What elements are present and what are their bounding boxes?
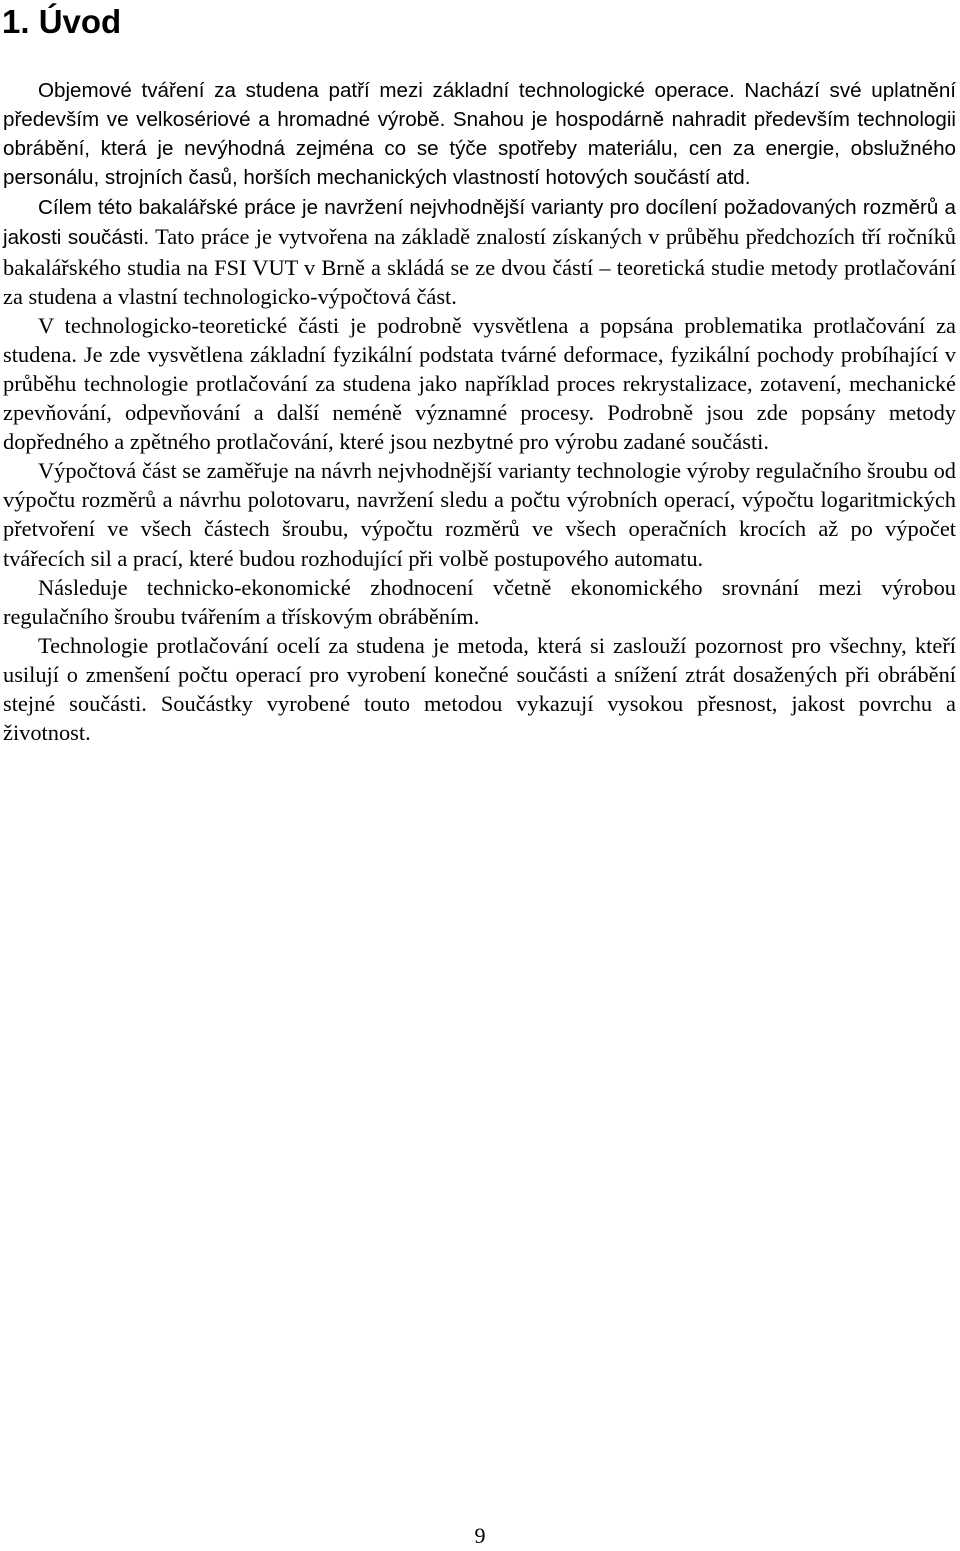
chapter-body	[3, 76, 956, 747]
paragraph-intro: Objemové tváření za studena patří mezi základní technologické operace. Nachází své uplatnění především ve velkosériové a hromadné výrobě. Snahou je hospodárně nahradit především technologii obrábění, která je nevýhodná zejména co se týče spotřeby materiálu, cen za energie, obslužného personálu, strojních časů, horších mechanických vlastností hotových součástí atd.	[3, 79, 956, 190]
paragraph-goal-rest: Tato práce je vytvořena na základě znalostí získaných v průběhu předchozích tří ročníků bakalářského studia na FSI VUT v Brně a skládá se ze dvou částí – teoretická studie metody protlačování za studena a vlastní technologicko-výpočtová část.	[3, 224, 956, 309]
page-number: 9	[474, 1523, 486, 1548]
paragraph-economics: Následuje technicko-ekonomické zhodnocení včetně ekonomického srovnání mezi výrobou regulačního šroubu tvářením a třískovým obráběním.	[3, 574, 956, 629]
paragraph-goal-lead: Cílem této bakalářské práce je navržení nejvhodnější varianty pro docílení požadovaných rozměrů a jakosti součásti.	[3, 196, 956, 250]
paragraph-calculation: Výpočtová část se zaměřuje na návrh nejvhodnější varianty technologie výroby regulačního šroubu od výpočtu rozměrů a návrhu polotovaru, navržení sledu a počtu výrobních operací, výpočtu logaritmických přetvoření ve všech částech šroubu, výpočtu rozměrů ve všech operačních krocích až po výpočet tvářecích sil a prací, které budou rozhodující při volbě postupového automatu.	[3, 458, 956, 571]
paragraph-conclusion: Technologie protlačování ocelí za studena je metoda, která si zaslouží pozornost pro všechny, kteří usilují o zmenšení počtu operací pro vyrobení konečné součásti a snížení ztrát dosažených při obrábění stejné součásti. Součástky vyrobené touto metodou vykazují vysokou přesnost, jakost povrchu a životnost.	[3, 632, 956, 746]
chapter-heading: 1. Úvod	[2, 3, 122, 40]
paragraph-goal	[3, 192, 956, 310]
paragraph-theory: V technologicko-teoretické části je podrobně vysvětlena a popsána problematika protlačování za studena. Je zde vysvětlena základní fyzikální podstata tvárné deformace, fyzikální pochody probíhající v průběhu technologie protlačování za studena jako například proces rekrystalizace, zotavení, mechanické zpevňování, odpevňování a další neméně významné procesy. Podrobně jsou zde popsány metody dopředného a zpětného protlačování, které jsou nezbytné pro výrobu zadané součásti.	[3, 312, 956, 455]
